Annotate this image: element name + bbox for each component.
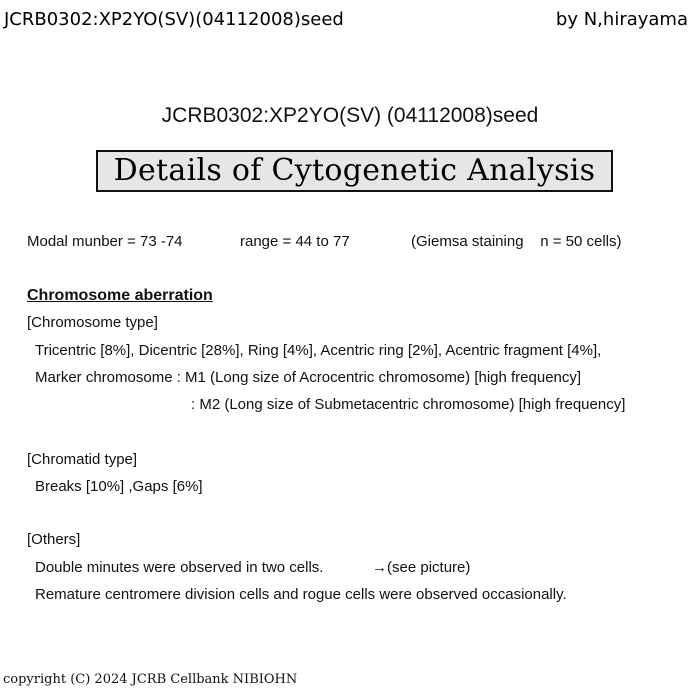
chromatid-type-heading: [Chromatid type]	[27, 451, 138, 468]
staining-info: (Giemsa staining n = 50 cells)	[411, 233, 622, 250]
others-double-minutes: Double minutes were observed in two cells.	[35, 559, 324, 576]
chromosome-type-heading: [Chromosome type]	[27, 314, 158, 331]
see-picture-note: →(see picture)	[372, 559, 471, 576]
others-heading: [Others]	[27, 531, 81, 548]
marker-chromosome-m2: : M2 (Long size of Submetacentric chromosome) [high frequency]	[191, 396, 626, 413]
marker-chromosome-m1: Marker chromosome : M1 (Long size of Acrocentric chromosome) [high frequency]	[35, 369, 582, 386]
document-title: Details of Cytogenetic Analysis	[113, 153, 596, 188]
document-subtitle: JCRB0302:XP2YO(SV) (04112008)seed	[161, 104, 539, 127]
chromosome-type-line: Tricentric [8%], Dicentric [28%], Ring [4%], Acentric ring [2%], Acentric fragment [4%],	[35, 342, 602, 359]
section-heading-aberration: Chromosome aberration	[27, 287, 213, 304]
chromatid-type-line: Breaks [10%] ,Gaps [6%]	[35, 478, 203, 495]
others-remature-line: Remature centromere division cells and rogue cells were observed occasionally.	[35, 586, 567, 603]
header-cell-line-id: JCRB0302:XP2YO(SV)(04112008)seed	[4, 9, 344, 30]
modal-number: Modal munber = 73 -74	[27, 233, 183, 250]
copyright-footer: copyright (C) 2024 JCRB Cellbank NIBIOHN	[3, 672, 298, 687]
modal-range: range = 44 to 77	[240, 233, 350, 250]
header-author: by N,hirayama	[555, 9, 688, 30]
